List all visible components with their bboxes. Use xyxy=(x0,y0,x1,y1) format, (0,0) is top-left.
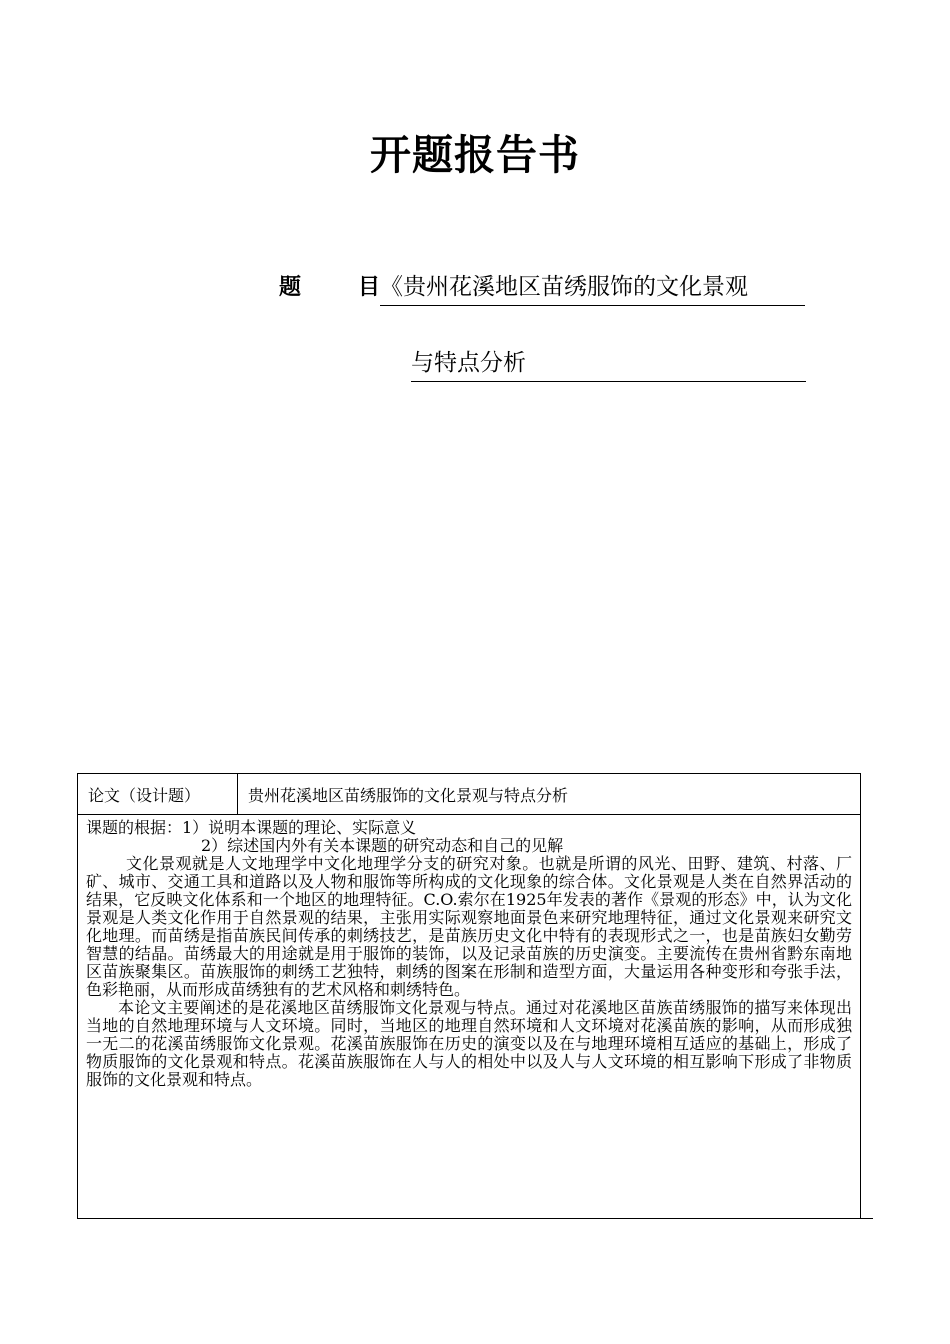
subject-label-char-2: 目 xyxy=(358,275,381,300)
paragraph-1: 文化景观就是人文地理学中文化地理学分支的研究对象。也就是所谓的风光、田野、建筑、村落、厂矿、城市、交通工具和道路以及人物和服饰等所构成的文化现象的综合体。文化景观是人类在自然界活动的结果，它反映文化体系和一个地区的地理特征。C.O.索尔在1925年发表的著作《景观的形态》中，认为文化景观是人类文化作用于自然景观的结果，主张用实际观察地面景色来研究地理特征，通过文化景观来研究文化地理。而苗绣是指苗族民间传承的刺绣技艺，是苗族历史文化中特有的表现形式之一，也是苗族妇女勤劳智慧的结晶。苗绣最大的用途就是用于服饰的装饰，以及记录苗族的历史演变。主要流传在贵州省黔东南地区苗族聚集区。苗族服饰的刺绣工艺独特，刺绣的图案在形制和造型方面，大量运用各种变形和夸张手法，色彩艳丽，从而形成苗绣独有的艺术风格和刺绣特色。 xyxy=(86,854,852,999)
subject-title-line-2: 与特点分析 xyxy=(411,344,806,382)
table-trailing-rule xyxy=(861,1218,873,1219)
proposal-form-table xyxy=(77,773,861,1219)
basis-line-2: 2）综述国内外有关本课题的研究动态和自己的见解 xyxy=(201,836,564,855)
thesis-label-cell: 论文（设计题） xyxy=(78,774,238,814)
document-title: 开题报告书 xyxy=(370,131,580,179)
subject-label-char-1: 题 xyxy=(279,275,302,300)
basis-line-1: 课题的根据：1）说明本课题的理论、实际意义 xyxy=(86,818,417,837)
paragraph-2: 本论文主要阐述的是花溪地区苗绣服饰文化景观与特点。通过对花溪地区苗族苗绣服饰的描写来体现出当地的自然地理环境与人文环境。同时，当地区的地理自然环境和人文环境对花溪苗族的影响，从而形成独一无二的花溪苗绣服饰文化景观。花溪苗族服饰在历史的演变以及在与地理环境相互适应的基础上，形成了物质服饰的文化景观和特点。花溪苗族服饰在人与人的相处中以及人与人文环境的相互影响下形成了非物质服饰的文化景观和特点。 xyxy=(86,998,852,1089)
thesis-value-cell: 贵州花溪地区苗绣服饰的文化景观与特点分析 xyxy=(248,786,569,805)
basis-content-cell xyxy=(78,815,860,1089)
thesis-title-row xyxy=(78,774,860,815)
subject-title-line-1: 《贵州花溪地区苗绣服饰的文化景观 xyxy=(380,268,805,306)
